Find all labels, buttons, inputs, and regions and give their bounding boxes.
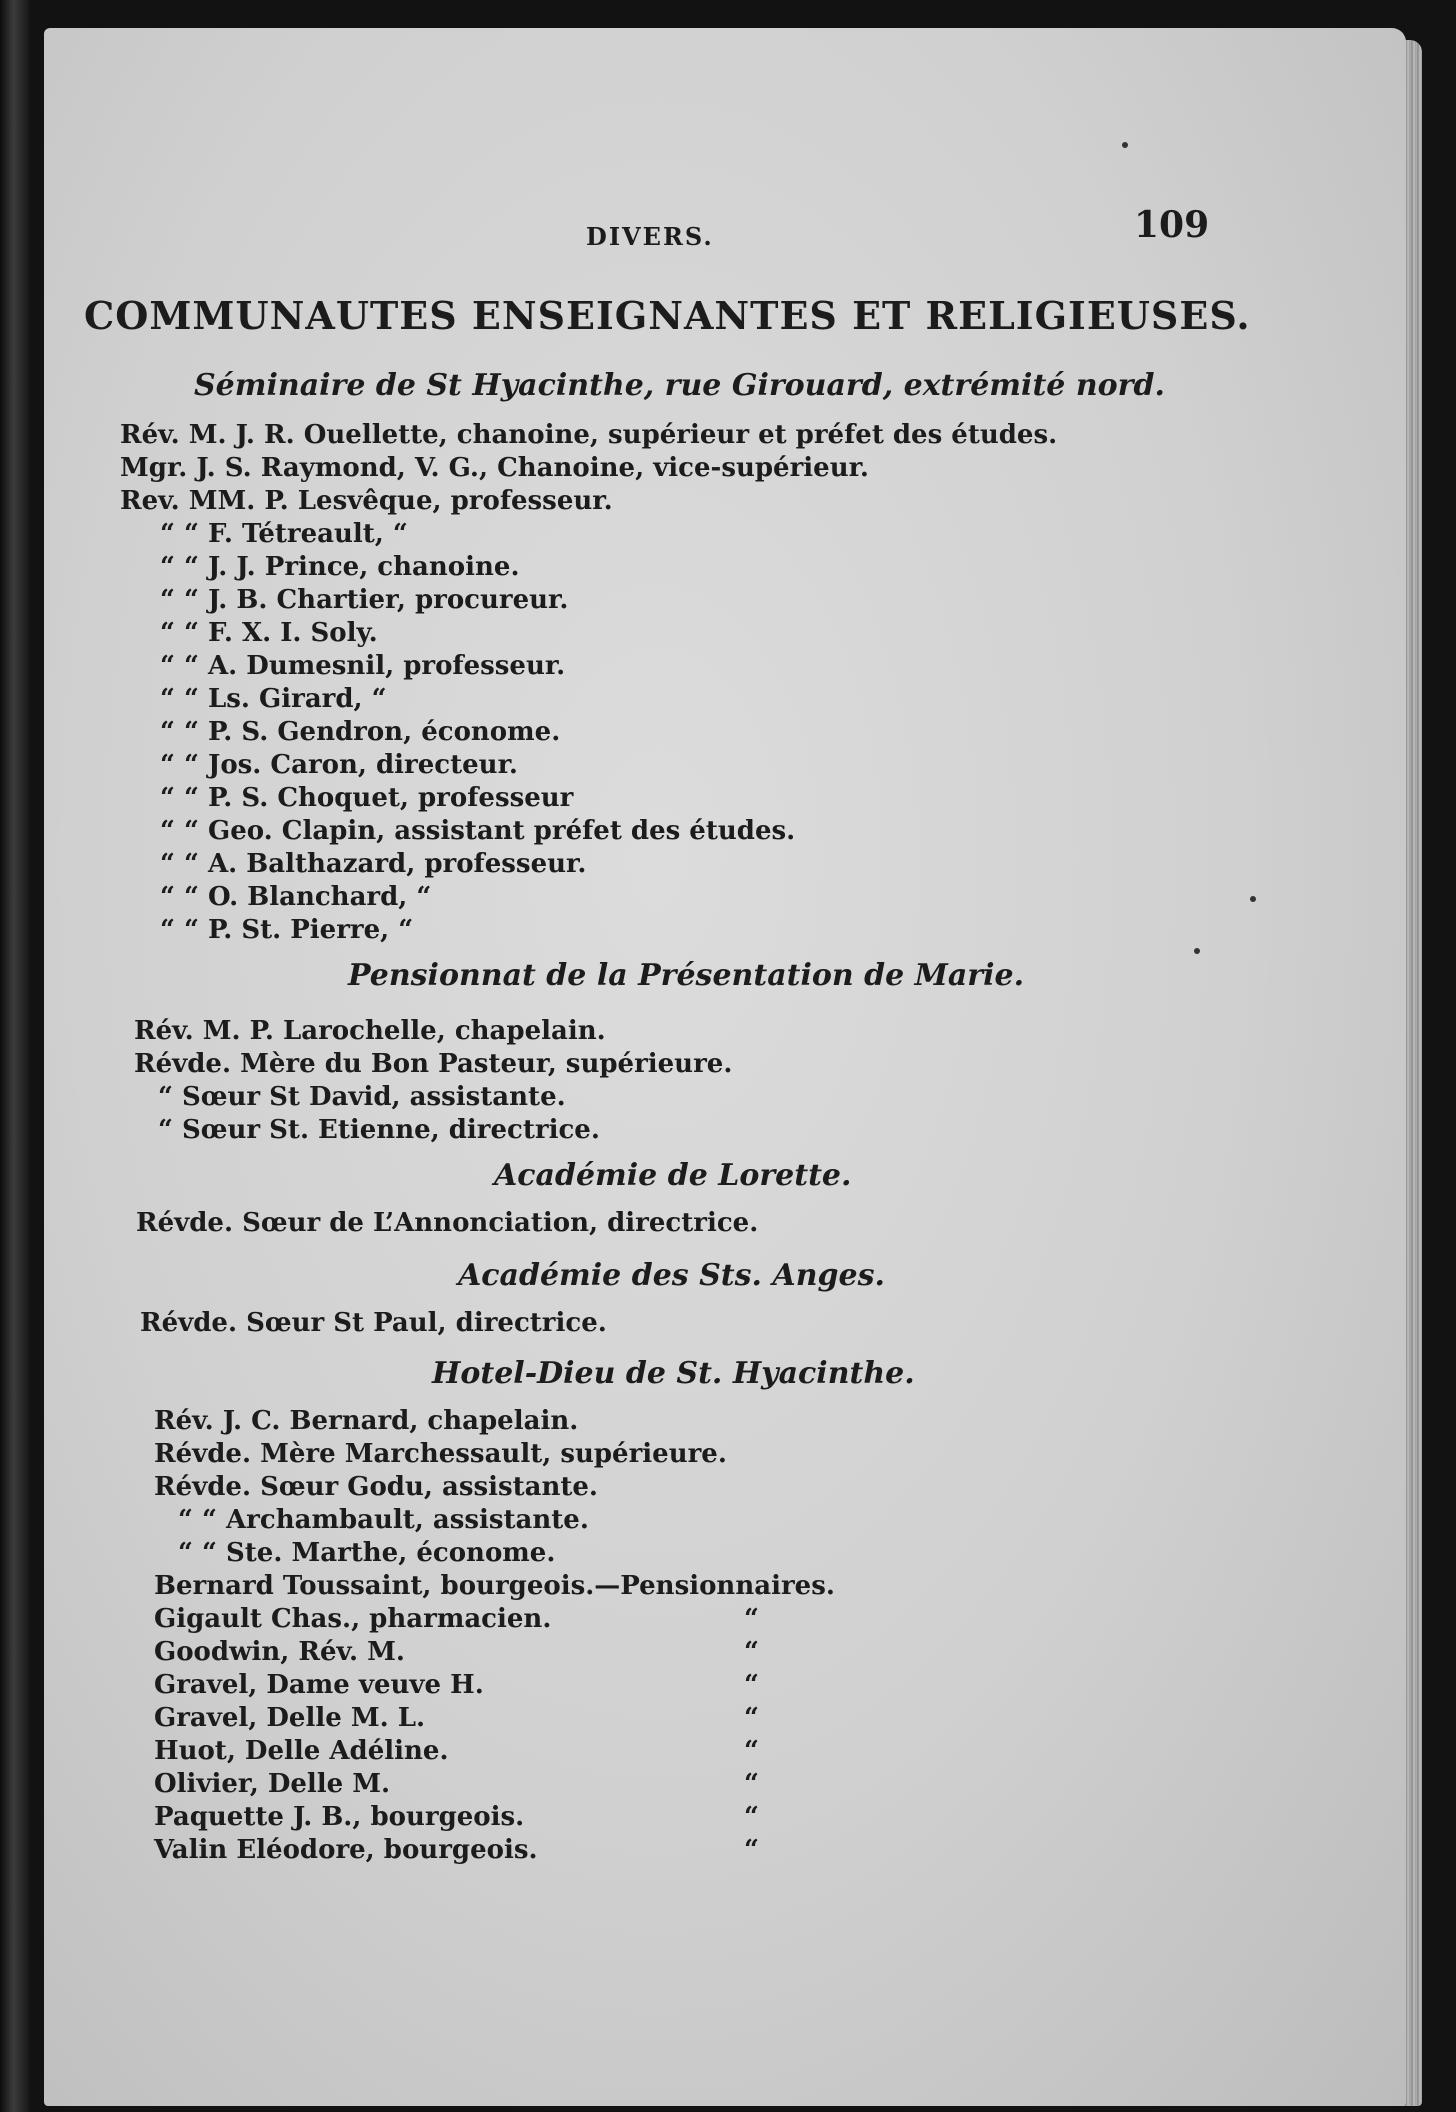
- section-heading-anges: Académie des Sts. Anges.: [458, 1258, 885, 1293]
- list-item: Révde. Sœur St Paul, directrice.: [140, 1308, 607, 1338]
- ditto-mark: “: [744, 1670, 759, 1700]
- pensionnaire-row: Huot, Delle Adéline.: [154, 1736, 449, 1766]
- list-item: “ “ Geo. Clapin, assistant préfet des études.: [160, 816, 796, 846]
- running-head: DIVERS.: [586, 222, 714, 251]
- list-item: “ “ A. Dumesnil, professeur.: [160, 651, 566, 681]
- pensionnaire-row: Olivier, Delle M.: [154, 1769, 391, 1799]
- pensionnaire-row: Gravel, Delle M. L.: [154, 1703, 426, 1733]
- print-speck: [1194, 948, 1200, 954]
- list-item: “ “ F. X. I. Soly.: [160, 618, 378, 648]
- list-item: “ “ P. S. Gendron, économe.: [160, 717, 561, 747]
- section-heading-seminaire: Séminaire de St Hyacinthe, rue Girouard, extrémité nord.: [194, 368, 1165, 403]
- list-item: Rév. M. J. R. Ouellette, chanoine, supérieur et préfet des études.: [120, 420, 1058, 450]
- ditto-mark: “: [744, 1835, 759, 1865]
- print-speck: [1250, 896, 1256, 902]
- ditto-mark: “: [744, 1604, 759, 1634]
- list-item: “ “ Archambault, assistante.: [178, 1505, 589, 1535]
- pensionnaire-row: Paquette J. B., bourgeois.: [154, 1802, 525, 1832]
- list-item: Rév. J. C. Bernard, chapelain.: [154, 1406, 579, 1436]
- list-item: Révde. Mère Marchessault, supérieure.: [154, 1439, 727, 1469]
- list-item: “ Sœur St. Etienne, directrice.: [158, 1115, 600, 1145]
- section-heading-pensionnat: Pensionnat de la Présentation de Marie.: [348, 958, 1025, 993]
- pensionnaire-row: Valin Eléodore, bourgeois.: [154, 1835, 538, 1865]
- list-item: “ “ P. St. Pierre, “: [160, 915, 414, 945]
- pensionnaire-row: Goodwin, Rév. M.: [154, 1637, 405, 1667]
- list-item: “ “ Jos. Caron, directeur.: [160, 750, 518, 780]
- list-item: Bernard Toussaint, bourgeois.—Pensionnaires.: [154, 1571, 835, 1601]
- ditto-mark: “: [744, 1769, 759, 1799]
- list-item: “ “ F. Tétreault, “: [160, 519, 408, 549]
- list-item: Révde. Sœur de L’Annonciation, directrice.: [136, 1208, 759, 1238]
- book-page: [44, 28, 1406, 2106]
- list-item: “ “ Ls. Girard, “: [160, 684, 387, 714]
- ditto-mark: “: [744, 1802, 759, 1832]
- pensionnaire-row: Gigault Chas., pharmacien.: [154, 1604, 552, 1634]
- list-item: Rev. MM. P. Lesvêque, professeur.: [120, 486, 613, 516]
- facing-page-edge: [0, 0, 30, 2112]
- list-item: “ “ J. B. Chartier, procureur.: [160, 585, 569, 615]
- section-heading-lorette: Académie de Lorette.: [494, 1158, 852, 1193]
- print-speck: [1122, 142, 1128, 148]
- list-item: “ “ Ste. Marthe, économe.: [178, 1538, 556, 1568]
- list-item: Mgr. J. S. Raymond, V. G., Chanoine, vice-supérieur.: [120, 453, 869, 483]
- list-item: Révde. Sœur Godu, assistante.: [154, 1472, 598, 1502]
- section-heading-hoteldieu: Hotel-Dieu de St. Hyacinthe.: [432, 1356, 915, 1391]
- ditto-mark: “: [744, 1736, 759, 1766]
- page-number: 109: [1134, 204, 1210, 246]
- list-item: “ “ J. J. Prince, chanoine.: [160, 552, 520, 582]
- ditto-mark: “: [744, 1703, 759, 1733]
- list-item: “ “ O. Blanchard, “: [160, 882, 432, 912]
- list-item: Révde. Mère du Bon Pasteur, supérieure.: [134, 1049, 733, 1079]
- list-item: “ Sœur St David, assistante.: [158, 1082, 566, 1112]
- pensionnaire-row: Gravel, Dame veuve H.: [154, 1670, 484, 1700]
- ditto-mark: “: [744, 1637, 759, 1667]
- page-title: COMMUNAUTES ENSEIGNANTES ET RELIGIEUSES.: [84, 293, 1251, 338]
- list-item: Rév. M. P. Larochelle, chapelain.: [134, 1016, 606, 1046]
- list-item: “ “ P. S. Choquet, professeur: [160, 783, 574, 813]
- list-item: “ “ A. Balthazard, professeur.: [160, 849, 587, 879]
